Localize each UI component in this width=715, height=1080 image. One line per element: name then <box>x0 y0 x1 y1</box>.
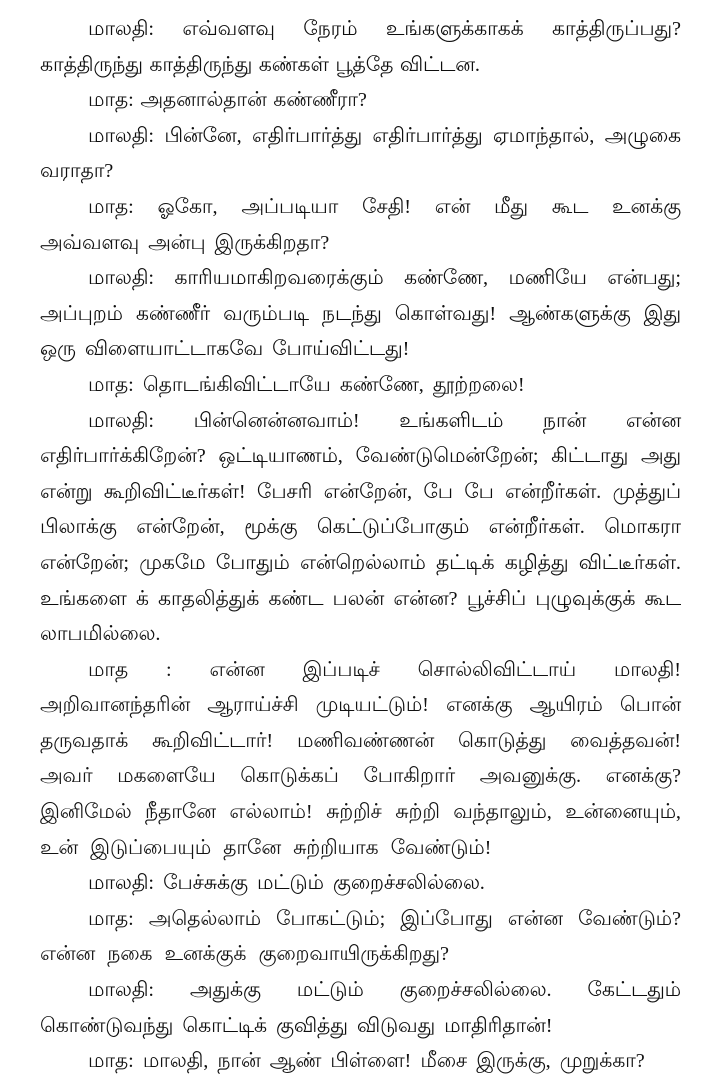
dialogue-paragraph: மாத: அதனால்தான் கண்ணீரா? <box>88 89 367 112</box>
dialogue-paragraph: மாத: அதெல்லாம் போகட்டும்; இப்போது என்ன வேண்டும்? என்ன நகை உனக்குக் குறைவாயிருக்கிறது? <box>40 907 681 966</box>
dialogue-paragraph: மாலதி: எவ்வளவு நேரம் உங்களுக்காகக் காத்திருப்பது? காத்திருந்து காத்திருந்து கண்கள் பூத்தே விட்டன. <box>40 18 681 76</box>
dialogue-paragraph: மாலதி: பின்னென்னவாம்! உங்களிடம் நான் என்ன எதிர்பார்க்கிறேன்? ஒட்டியாணம், வேண்டுமென்றேன்; கிட்டாது அது என்று கூறிவிட்டீர்கள்! பேசரி என்றேன், பே பே என்றீர்கள். முத்துப் பிலாக்கு என்றேன், மூக்கு கெட்டுப்போகும் என்றீர்கள். மொகரா என்றேன்; முகமே போதும் என்றெல்லாம் தட்டிக் கழித்து விட்டீர்கள். உங்களை க் காதலித்துக் கண்ட பலன் என்ன? பூச்சிப் புழுவுக்குக் கூட லாபமில்லை. <box>40 409 681 646</box>
dialogue-paragraph: மாலதி: பேச்சுக்கு மட்டும் குறைச்சலில்லை. <box>88 872 485 895</box>
dialogue-paragraph: மாத: ஓகோ, அப்படியா சேதி! என் மீது கூட உனக்கு அவ்வளவு அன்பு இருக்கிறதா? <box>40 195 681 254</box>
dialogue-paragraph: மாலதி: பின்னே, எதிர்பார்த்து எதிர்பார்த்து ஏமாந்தால், அழுகை வராதா? <box>40 124 681 183</box>
page-body <box>40 12 681 1080</box>
dialogue-paragraph: மாலதி: காரியமாகிறவரைக்கும் கண்ணே, மணியே என்பது; அப்புறம் கண்ணீர் வரும்படி நடந்து கொள்வது! ஆண்களுக்கு இது ஒரு விளையாட்டாகவே போய்விட்டது! <box>40 267 681 361</box>
dialogue-paragraph: மாத: மாலதி, நான் ஆண் பிள்ளை! மீசை இருக்கு, முறுக்கா? <box>88 1050 645 1073</box>
dialogue-paragraph: மாத : என்ன இப்படிச் சொல்லிவிட்டாய் மாலதி! அறிவானந்தரின் ஆராய்ச்சி முடியட்டும்! எனக்கு ஆயிரம் பொன் தருவதாக் கூறிவிட்டார்! மணிவண்ணன் கொடுத்து வைத்தவன்! அவர் மகளையே கொடுக்கப் போகிறார் அவனுக்கு. எனக்கு? இனிமேல் நீதானே எல்லாம்! சுற்றிச் சுற்றி வந்தாலும், உன்னையும், உன் இடுப்பையும் தானே சுற்றியாக வேண்டும்! <box>40 658 681 859</box>
dialogue-paragraph: மாத: தொடங்கிவிட்டாயே கண்ணே, தூற்றலை! <box>88 373 525 396</box>
dialogue-paragraph: மாலதி: அதுக்கு மட்டும் குறைச்சலில்லை. கேட்டதும் கொண்டுவந்து கொட்டிக் குவித்து விடுவது மாதிரிதான்! <box>40 979 681 1037</box>
